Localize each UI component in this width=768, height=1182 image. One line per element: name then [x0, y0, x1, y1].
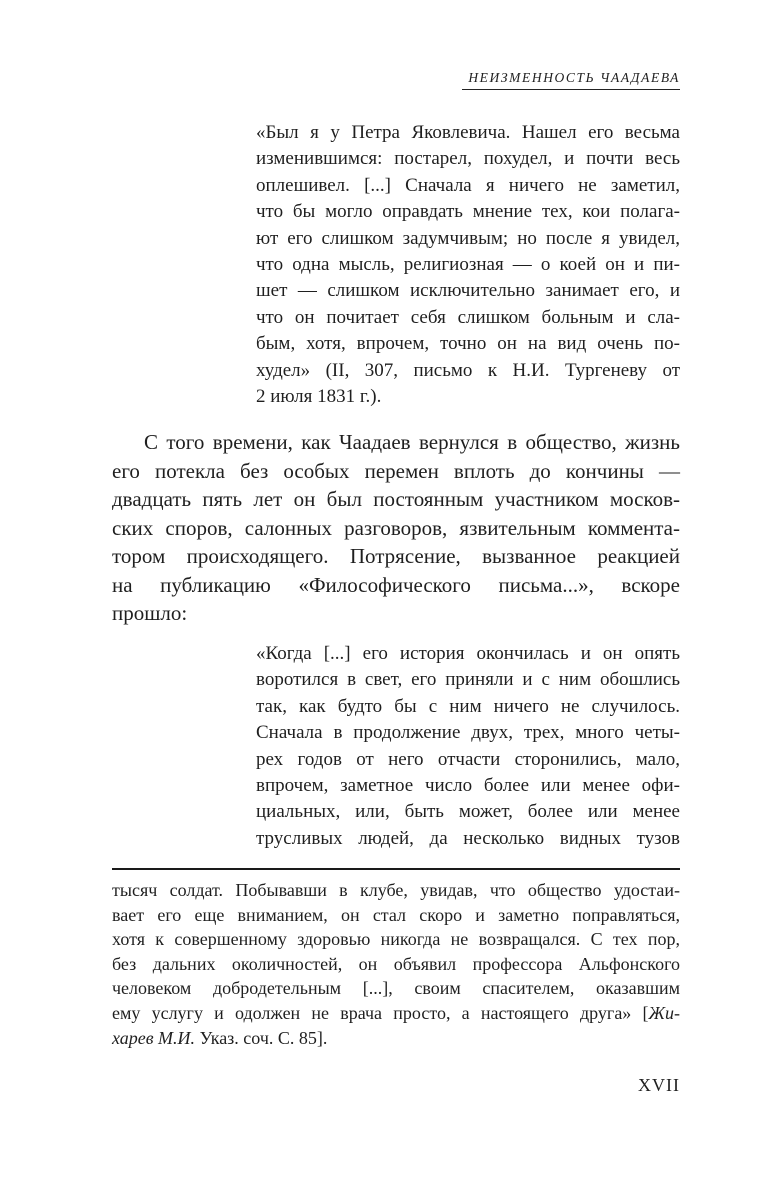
body-line: С того времени, как Чаадаев вернулся в общество, жизнь	[144, 430, 680, 454]
quote-line: худел» (II, 307, письмо к Н.И. Тургеневу от	[256, 359, 680, 381]
quote-line: изменившимся: постарел, похудел, и почти весь	[256, 148, 680, 170]
quote-line: воротился в свет, его приняли и с ним обошлись	[256, 669, 680, 691]
block-quote-2	[256, 641, 680, 852]
footnote-rule	[112, 868, 680, 870]
quote-line: что он почитает себя слишком больным и сла-	[256, 306, 680, 328]
footnote-line	[112, 1001, 680, 1026]
footnote-text: ему услугу и одолжен не врача просто, а настоящего друга» [	[112, 1002, 649, 1023]
quote-line: оплешивел. [...] Сначала я ничего не заметил,	[256, 174, 680, 196]
quote-line: бым, хотя, впрочем, точно он на вид очень по-	[256, 333, 680, 355]
quote-line: что одна мысль, религиозная — о коей он и пи-	[256, 254, 680, 276]
quote-line: «Когда [...] его история окончилась и он опять	[256, 643, 680, 664]
footnote-line: хотя к совершенному здоровью никогда не возвращался. С тех пор,	[112, 929, 680, 950]
body-line: двадцать пять лет он был постоянным участником москов-	[112, 487, 680, 511]
footnote-line: вает его еще вниманием, он стал скоро и заметно поправляться,	[112, 904, 680, 925]
quote-line: Сначала в продолжение двух, трех, много четы-	[256, 722, 680, 744]
footnote-line: человеком добродетельным [...], своим спасителем, оказавшим	[112, 978, 680, 999]
quote-line: ют его слишком задумчивым; но после я увидел,	[256, 227, 680, 249]
body-line: тором происходящего. Потрясение, вызванное реакцией	[112, 544, 680, 568]
footnote	[112, 878, 680, 1050]
body-line: ских споров, салонных разговоров, язвительным коммента-	[112, 515, 680, 540]
footnote-text: Указ. соч. С. 85].	[195, 1027, 328, 1048]
footnote-line	[112, 1026, 680, 1051]
body-line: его потекла без особых перемен вплоть до кончины —	[112, 458, 680, 483]
footnote-line: без дальних околичностей, он объявил профессора Альфонского	[112, 953, 680, 974]
footnote-line: тысяч солдат. Побывавши в клубе, увидав, что общество удостаи-	[112, 880, 680, 900]
block-quote-1	[256, 120, 680, 410]
quote-line: «Был я у Петра Яковлевича. Нашел его весьма	[256, 122, 680, 143]
quote-line: впрочем, заметное число более или менее офи-	[256, 775, 680, 797]
body-line: на публикацию «Философического письма...», вскоре	[112, 572, 680, 597]
quote-line: шет — слишком исключительно занимает его, и	[256, 280, 680, 302]
body-line: прошло:	[112, 601, 188, 625]
running-head: НЕИЗМЕННОСТЬ ЧААДАЕВА	[462, 70, 680, 90]
quote-line: трусливых людей, да несколько видных тузов	[256, 827, 680, 849]
quote-line: рех годов от него отчасти сторонились, мало,	[256, 748, 680, 770]
footnote-author-italic: Жи-	[648, 1002, 680, 1023]
footnote-author-italic: харев М.И.	[112, 1027, 196, 1048]
body-paragraph	[112, 428, 680, 628]
quote-line: циальных, или, быть может, более или менее	[256, 801, 680, 823]
quote-line: так, как будто бы с ним ничего не случилось.	[256, 695, 680, 717]
quote-line: что бы могло оправдать мнение тех, кои полага-	[256, 201, 680, 223]
quote-line: 2 июля 1831 г.).	[256, 386, 382, 408]
page-number: XVII	[638, 1075, 680, 1095]
